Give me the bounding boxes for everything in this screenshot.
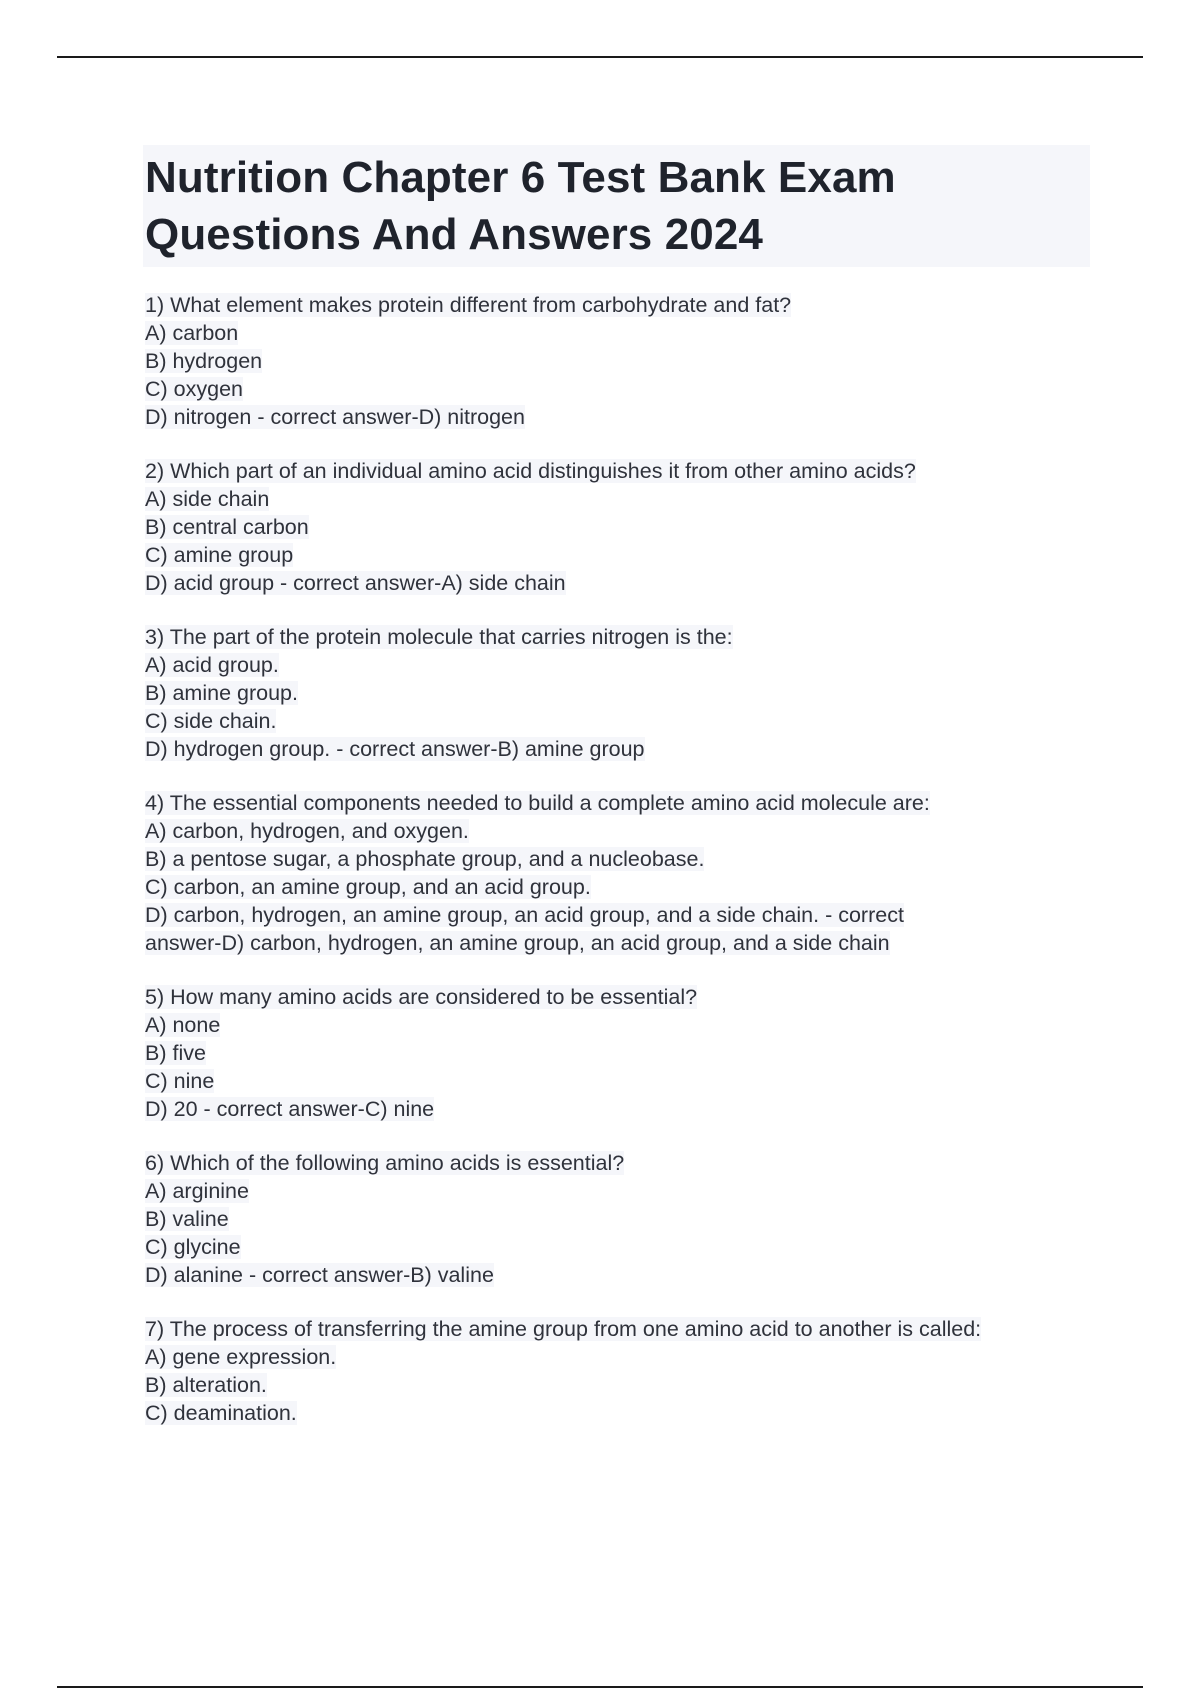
question-5 xyxy=(145,983,1090,1123)
option-c: C) nine xyxy=(145,1069,215,1093)
question-text: 6) Which of the following amino acids is essential? xyxy=(145,1151,625,1175)
question-6 xyxy=(145,1149,1090,1289)
title-block xyxy=(143,145,1090,267)
option-c: C) deamination. xyxy=(145,1401,297,1425)
question-list xyxy=(145,291,1090,1427)
option-a: A) carbon, hydrogen, and oxygen. xyxy=(145,819,469,843)
option-d-with-answer: D) alanine - correct answer-B) valine xyxy=(145,1263,494,1287)
option-c: C) amine group xyxy=(145,543,294,567)
question-text: 2) Which part of an individual amino acid distinguishes it from other amino acids? xyxy=(145,459,916,483)
option-b: B) hydrogen xyxy=(145,349,263,373)
question-4 xyxy=(145,789,1090,957)
option-a: A) gene expression. xyxy=(145,1345,337,1369)
question-text: 4) The essential components needed to build a complete amino acid molecule are: xyxy=(145,791,930,815)
option-c: C) carbon, an amine group, and an acid group. xyxy=(145,875,591,899)
option-a: A) carbon xyxy=(145,321,239,345)
question-7 xyxy=(145,1315,1090,1427)
option-d-with-answer: D) hydrogen group. - correct answer-B) amine group xyxy=(145,737,645,761)
option-a: A) arginine xyxy=(145,1179,249,1203)
question-text: 7) The process of transferring the amine group from one amino acid to another is called: xyxy=(145,1317,982,1341)
option-a: A) acid group. xyxy=(145,653,279,677)
option-b: B) a pentose sugar, a phosphate group, and a nucleobase. xyxy=(145,847,705,871)
option-c: C) side chain. xyxy=(145,709,277,733)
title-line-1: Nutrition Chapter 6 Test Bank Exam xyxy=(145,153,896,202)
option-b: B) valine xyxy=(145,1207,229,1231)
title-line-2: Questions And Answers 2024 xyxy=(145,210,763,259)
page-content xyxy=(145,145,1090,1453)
question-3 xyxy=(145,623,1090,763)
question-2 xyxy=(145,457,1090,597)
option-a: A) side chain xyxy=(145,487,270,511)
question-text: 5) How many amino acids are considered to be essential? xyxy=(145,985,698,1009)
question-text: 3) The part of the protein molecule that carries nitrogen is the: xyxy=(145,625,733,649)
option-a: A) none xyxy=(145,1013,221,1037)
option-b: B) amine group. xyxy=(145,681,298,705)
option-d-with-answer: D) nitrogen - correct answer-D) nitrogen xyxy=(145,405,525,429)
question-1 xyxy=(145,291,1090,431)
option-d-with-answer: D) 20 - correct answer-C) nine xyxy=(145,1097,435,1121)
bottom-rule xyxy=(57,1686,1143,1688)
page-title xyxy=(145,149,1090,263)
option-b: B) five xyxy=(145,1041,206,1065)
question-text: 1) What element makes protein different from carbohydrate and fat? xyxy=(145,293,792,317)
top-rule xyxy=(57,56,1143,58)
option-b: B) alteration. xyxy=(145,1373,267,1397)
option-b: B) central carbon xyxy=(145,515,309,539)
option-c: C) glycine xyxy=(145,1235,241,1259)
option-d-with-answer: D) acid group - correct answer-A) side chain xyxy=(145,571,566,595)
answer-continuation: answer-D) carbon, hydrogen, an amine group, an acid group, and a side chain xyxy=(145,931,890,955)
option-d: D) carbon, hydrogen, an amine group, an acid group, and a side chain. - correct xyxy=(145,903,904,927)
option-c: C) oxygen xyxy=(145,377,243,401)
